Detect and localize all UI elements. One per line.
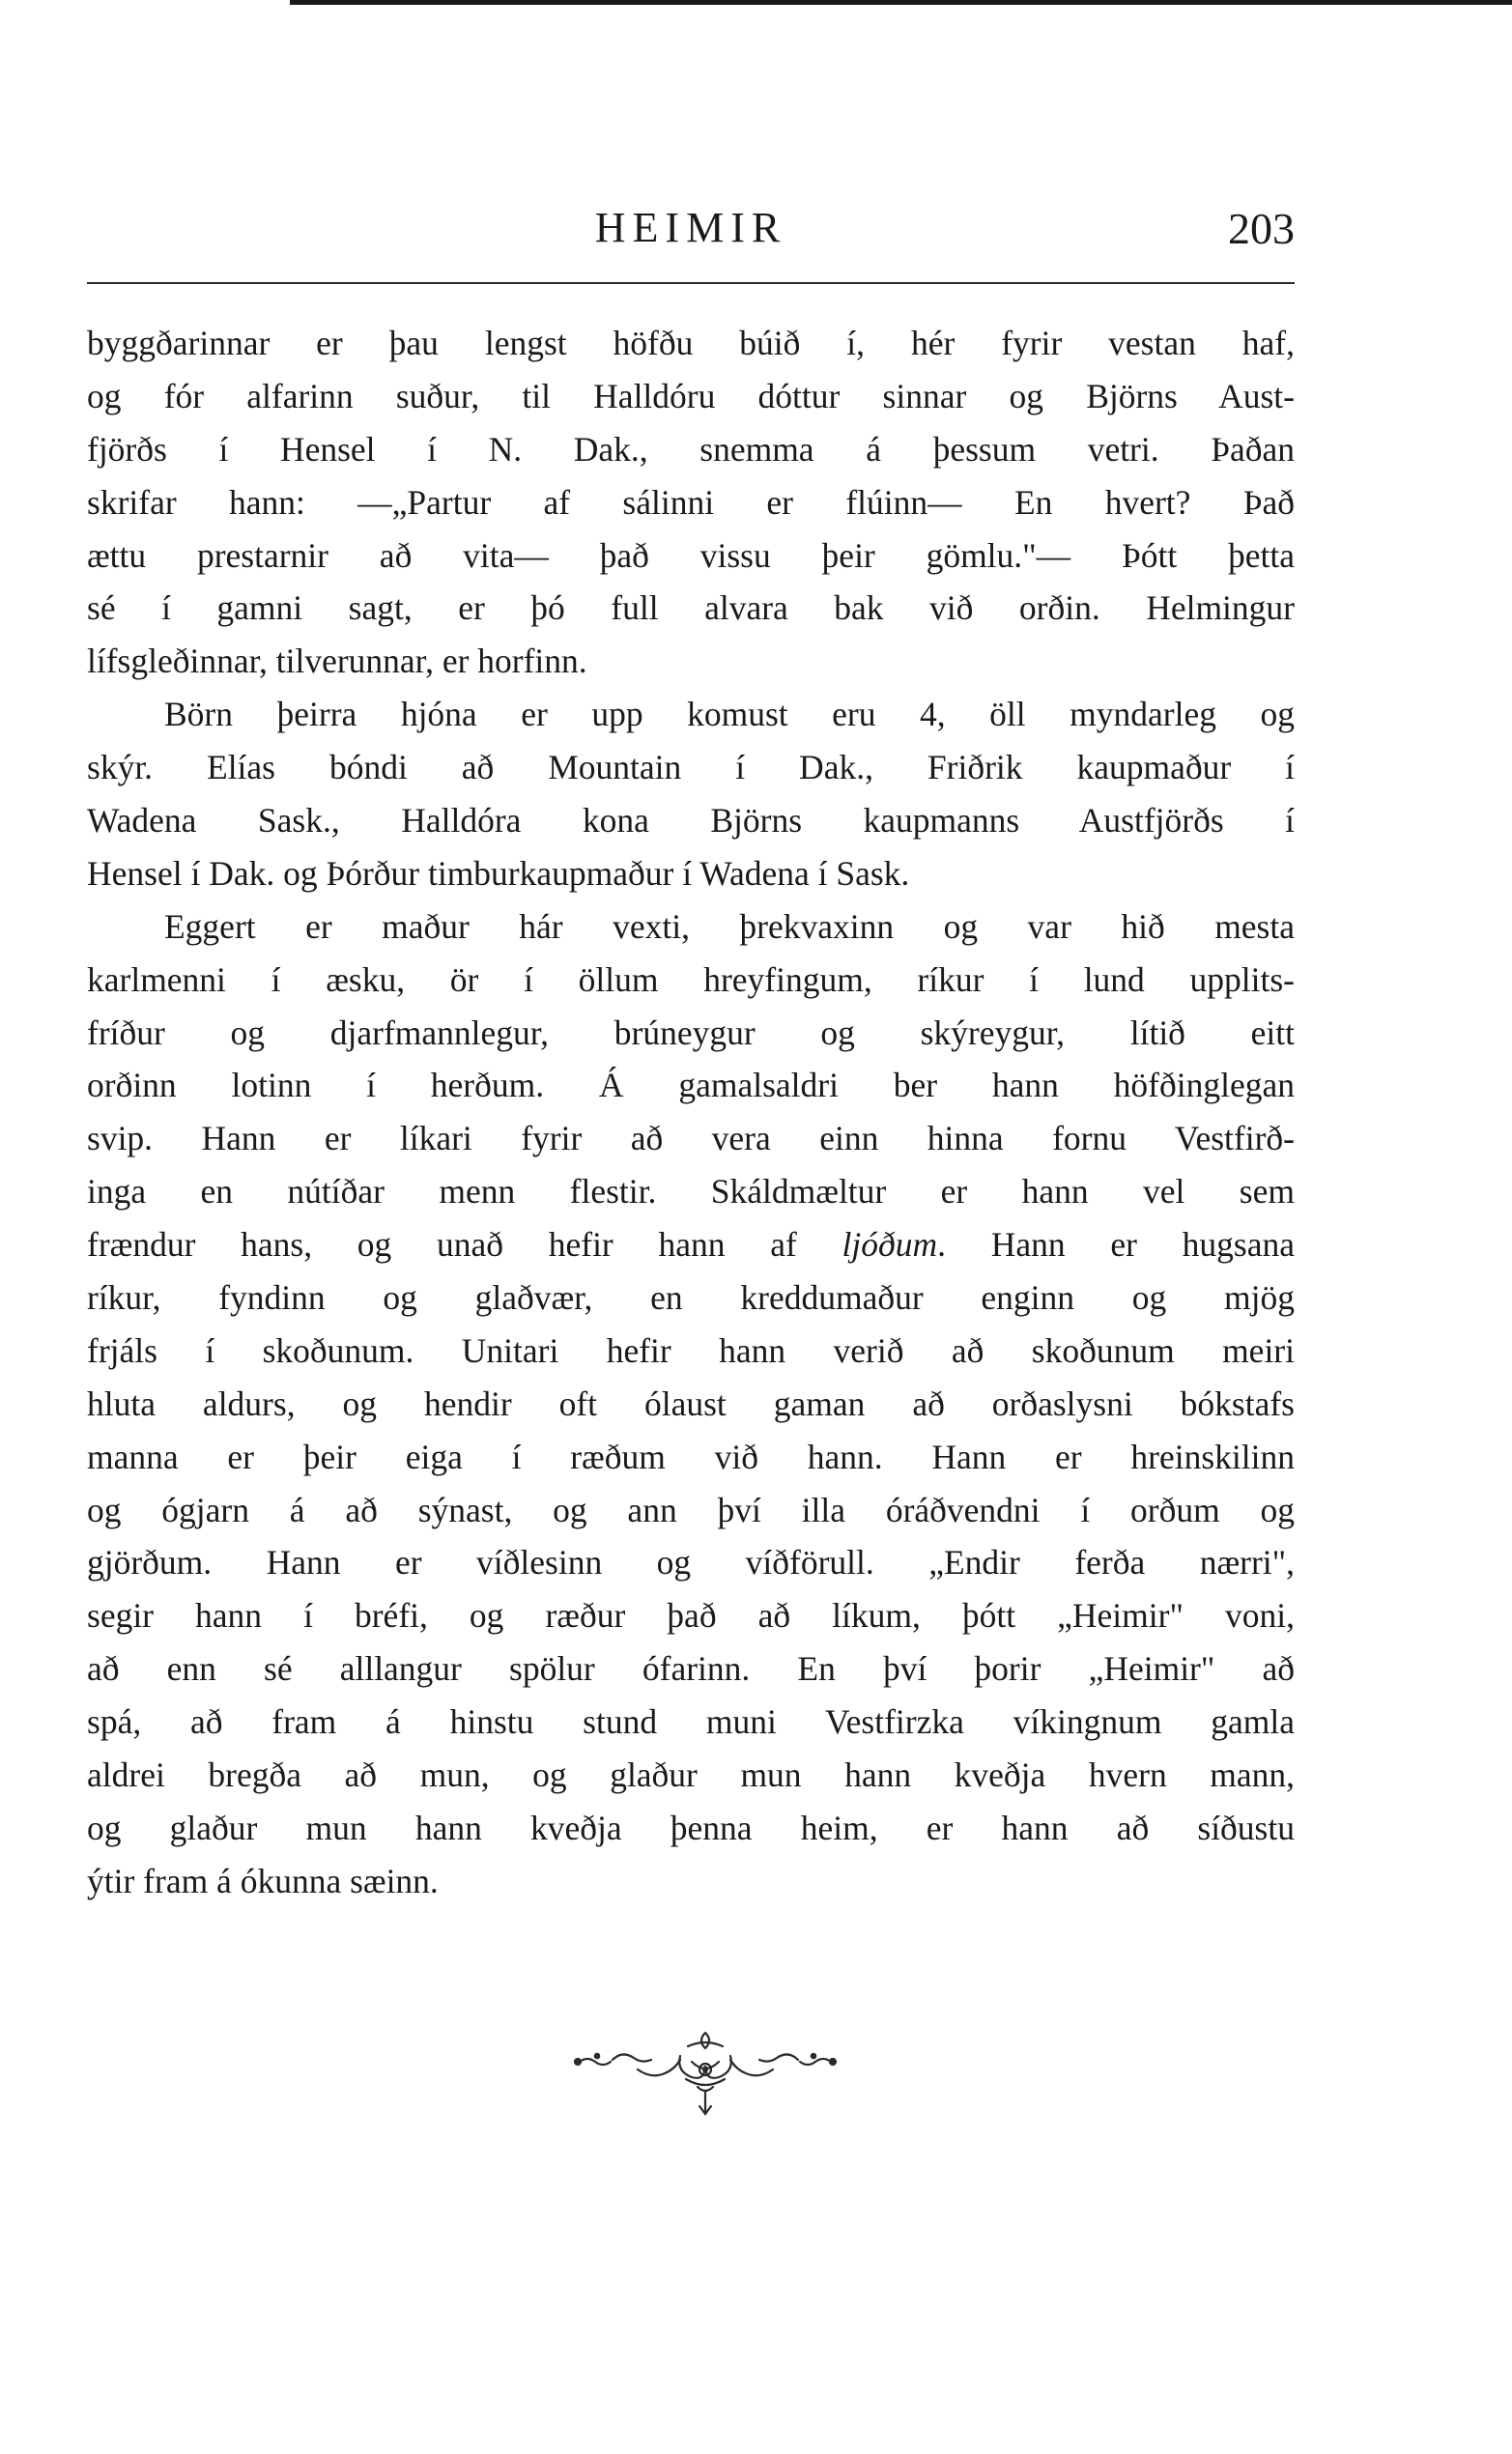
- running-head: HEIMIR: [594, 204, 787, 251]
- text-line: gjörðum. Hann er víðlesinn og víðförull. „Endir ferða nærri",: [87, 1543, 1295, 1583]
- text-line: Wadena Sask., Halldóra kona Björns kaupmanns Austfjörðs í: [87, 801, 1295, 841]
- text-line: ríkur, fyndinn og glaðvær, en kreddumaður enginn og mjög: [87, 1278, 1295, 1318]
- floral-tailpiece-ornament-icon: [570, 2027, 841, 2120]
- text-line: fríður og djarfmannlegur, brúneygur og skýreygur, lítið eitt: [87, 1013, 1295, 1052]
- text-line: Hensel í Dak. og Þórður timburkaupmaður í Wadena í Sask.: [87, 853, 910, 893]
- paragraph: [87, 317, 1295, 688]
- text-line: og ógjarn á að sýnast, og ann því illa óráðvendni í orðum og: [87, 1490, 1295, 1529]
- text-line: segir hann í bréfi, og ræður það að líkum, þótt „Heimir" voni,: [87, 1596, 1295, 1636]
- page-header: [87, 203, 1295, 271]
- text-line: að enn sé alllangur spölur ófarinn. En því þorir „Heimir" að: [87, 1649, 1295, 1689]
- text-line: frændur hans, og unað hefir hann af ljóðum. Hann er hugsana: [87, 1225, 1295, 1265]
- text-line: sé í gamni sagt, er þó full alvara bak við orðin. Helmingur: [87, 588, 1295, 628]
- text-line: aldrei bregða að mun, og glaður mun hann kveðja hvern mann,: [87, 1755, 1295, 1795]
- paragraph: [87, 688, 1295, 900]
- text-line: manna er þeir eiga í ræðum við hann. Hann er hreinskilinn: [87, 1437, 1295, 1476]
- text-line: svip. Hann er líkari fyrir að vera einn hinna fornu Vestfirð-: [87, 1119, 1295, 1158]
- text-line: spá, að fram á hinstu stund muni Vestfirzka víkingnum gamla: [87, 1702, 1295, 1742]
- text-line: fjörðs í Hensel í N. Dak., snemma á þessum vetri. Þaðan: [87, 429, 1295, 469]
- text-line: orðinn lotinn í herðum. Á gamalsaldri ber hann höfðinglegan: [87, 1066, 1295, 1105]
- text-line: inga en nútíðar menn flestir. Skáldmæltur er hann vel sem: [87, 1172, 1295, 1212]
- text-line: Börn þeirra hjóna er upp komust eru 4, öll myndarleg og: [164, 695, 1295, 734]
- text-line: ættu prestarnir að vita— það vissu þeir gömlu."— Þótt þetta: [87, 535, 1295, 575]
- text-line: ýtir fram á ókunna sæinn.: [87, 1861, 439, 1900]
- text-line: og fór alfarinn suður, til Halldóru dóttur sinnar og Björns Aust-: [87, 376, 1295, 415]
- paragraph: [87, 900, 1295, 1908]
- text-line: hluta aldurs, og hendir oft ólaust gaman að orðaslysni bókstafs: [87, 1384, 1295, 1423]
- text-line: og glaður mun hann kveðja þenna heim, er hann að síðustu: [87, 1808, 1295, 1847]
- text-line: skrifar hann: —„Partur af sálinni er flúinn— En hvert? Það: [87, 482, 1295, 522]
- italic-word: ljóðum: [842, 1225, 938, 1265]
- text-line: karlmenni í æsku, ör í öllum hreyfingum, ríkur í lund upplits-: [87, 959, 1295, 999]
- text-line: frjáls í skoðunum. Unitari hefir hann verið að skoðunum meiri: [87, 1330, 1295, 1370]
- page-number: 203: [1228, 204, 1295, 253]
- text-line: lífsgleðinnar, tilverunnar, er horfinn.: [87, 642, 587, 681]
- body-text: [87, 317, 1295, 1908]
- text-line: byggðarinnar er þau lengst höfðu búið í, hér fyrir vestan haf,: [87, 324, 1295, 362]
- text-line: skýr. Elías bóndi að Mountain í Dak., Friðrik kaupmaður í: [87, 748, 1295, 787]
- text-line: Eggert er maður hár vexti, þrekvaxinn og var hið mesta: [164, 906, 1295, 946]
- page-top-edge-rule: [290, 0, 1512, 5]
- header-rule: [87, 282, 1295, 284]
